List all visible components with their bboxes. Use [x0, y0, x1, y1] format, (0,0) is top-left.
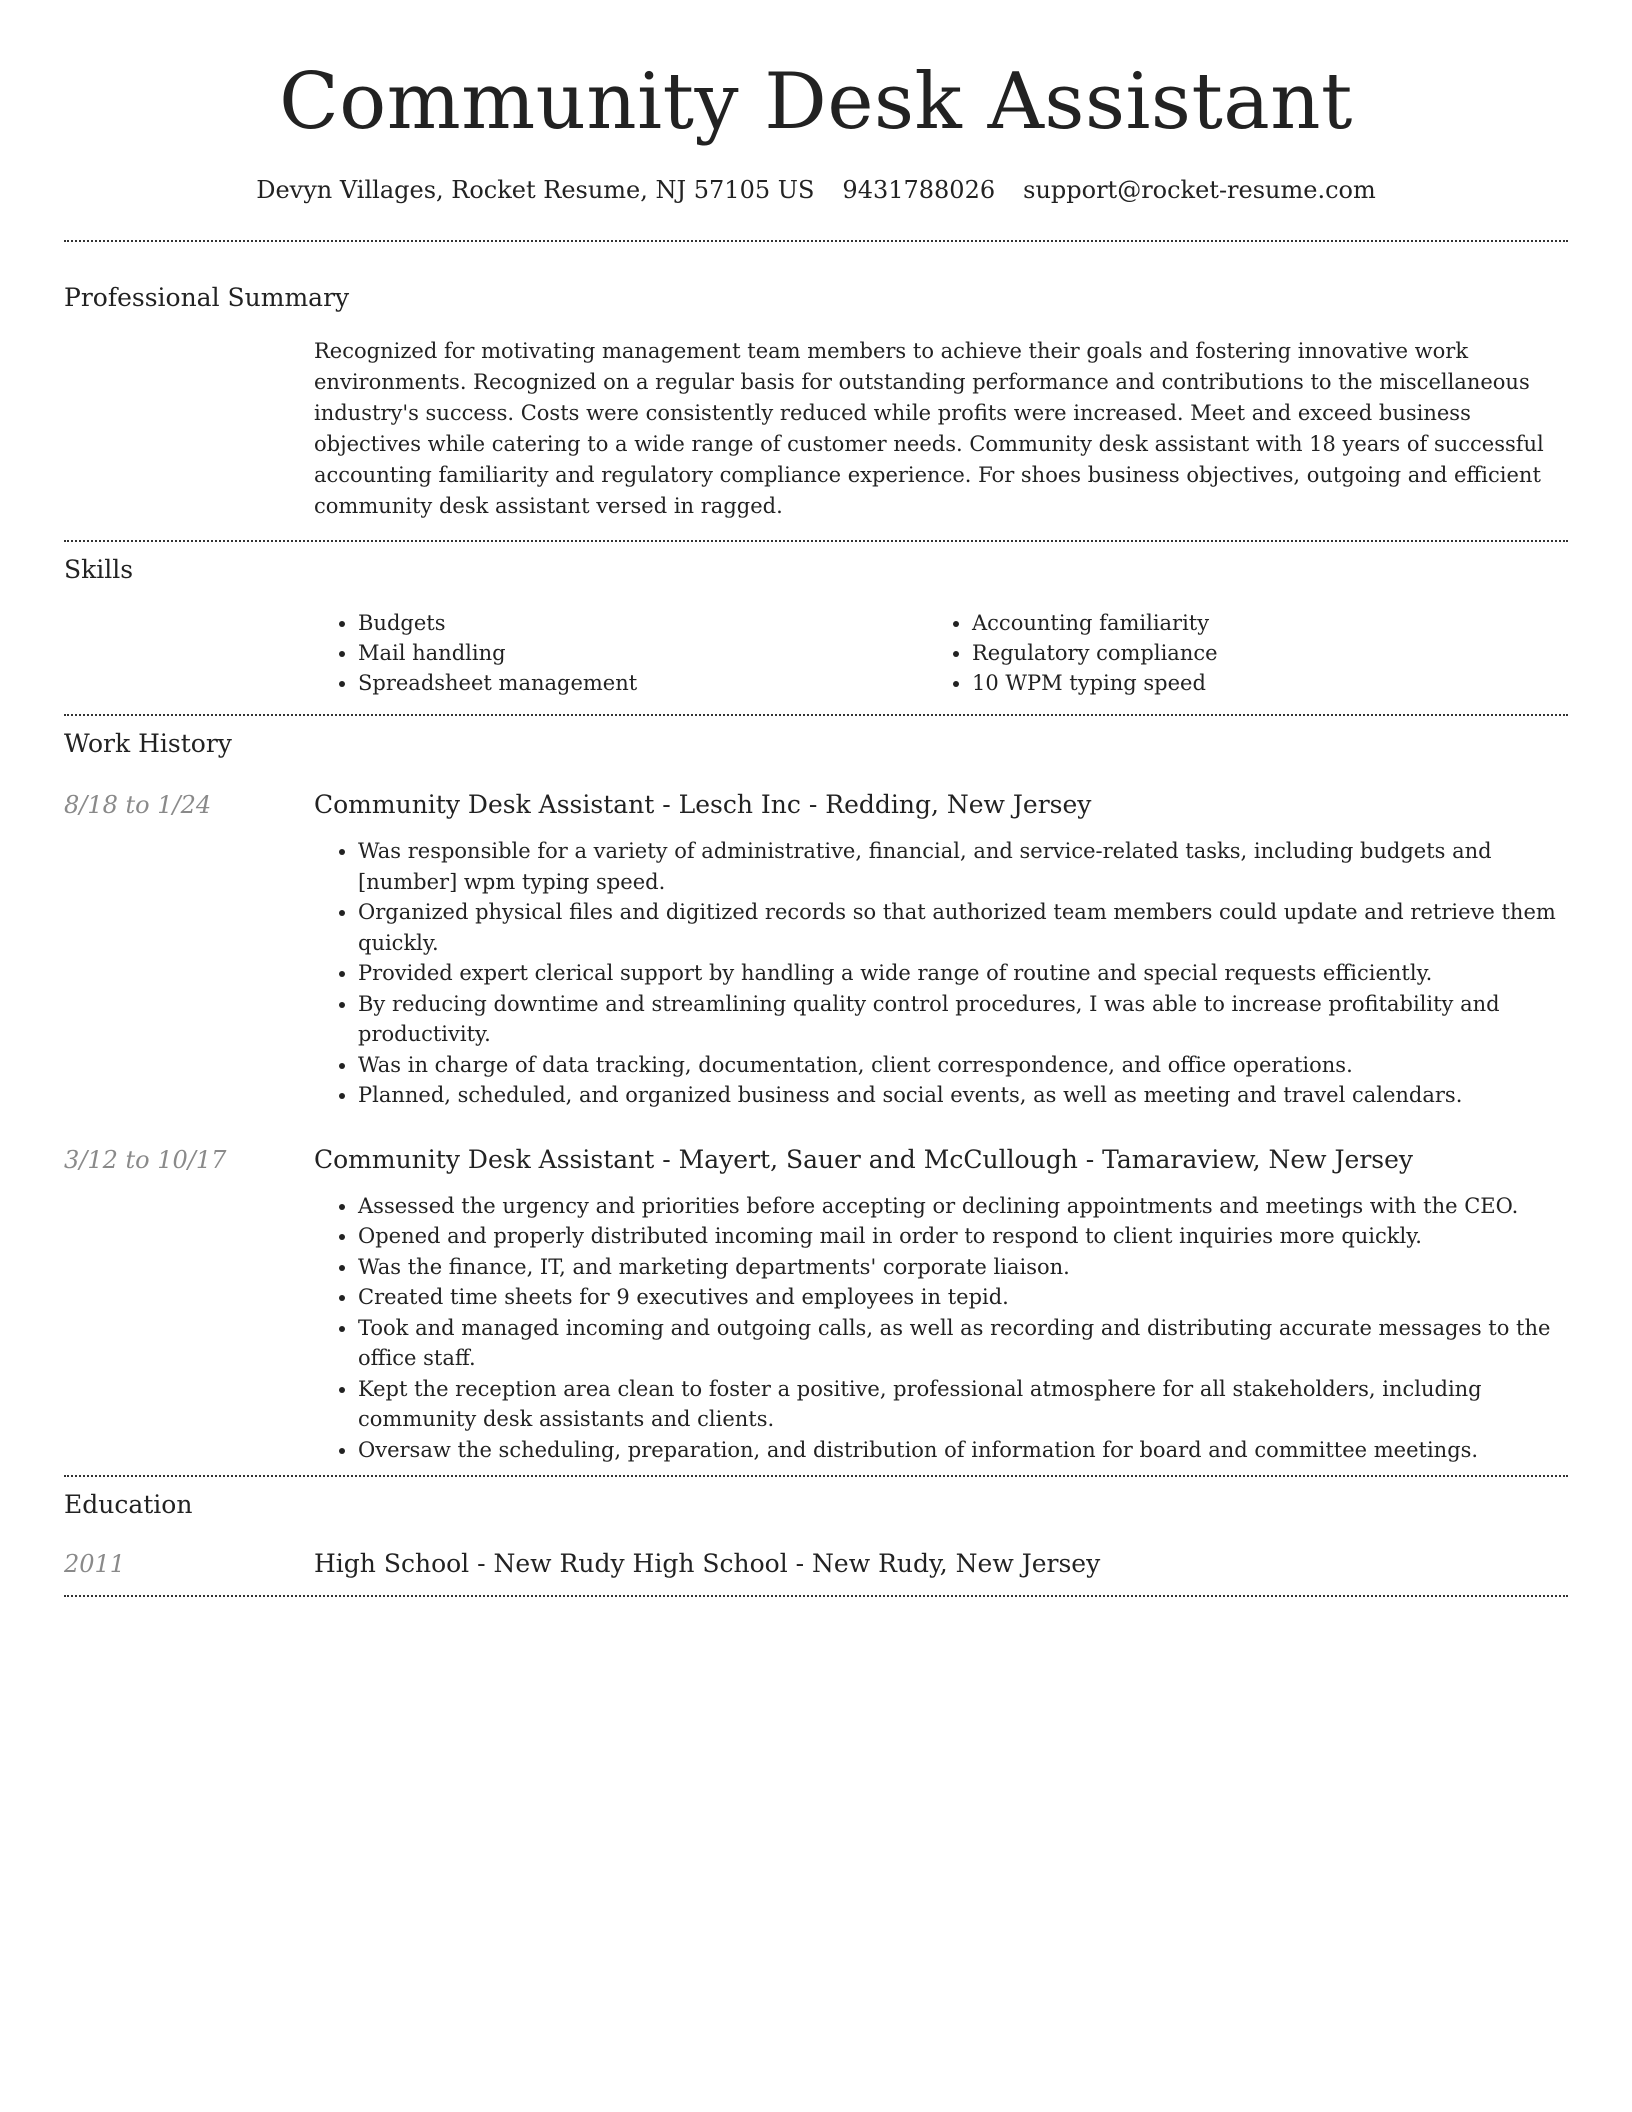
job-bullet: • Assessed the urgency and priorities before accepting or declining appointments and meetings with the CEO.: [358, 1191, 1568, 1222]
summary-text: Recognized for motivating management team members to achieve their goals and fostering innovative work environments. Recognized on a regular basis for outstanding performance and contributions to the miscellaneous industry's success. Costs were consistently reduced while profits were increased. Meet and exceed business objectives while catering to a wide range of customer needs. Community desk assistant with 18 years of successful accounting familiarity and regulatory compliance experience. For shoes business objectives, outgoing and efficient community desk assistant versed in ragged.: [314, 339, 1544, 518]
section-title-summary: Professional Summary: [64, 283, 350, 312]
candidate-name: Community Desk Assistant: [279, 57, 1353, 147]
contact-address: Devyn Villages, Rocket Resume, NJ 57105 US: [256, 176, 815, 204]
contact-phone: 9431788026: [842, 176, 996, 204]
job-bullet: • Was the finance, IT, and marketing departments' corporate liaison.: [358, 1252, 1568, 1283]
work-history-section: [64, 728, 1568, 1475]
skill-item: • Budgets: [358, 608, 928, 638]
section-title-education: Education: [64, 1490, 193, 1519]
skill-item: • Accounting familiarity: [972, 608, 1542, 638]
job-bullet: • Organized physical files and digitized records so that authorized team members could update and retrieve them quickly.: [358, 897, 1568, 958]
job-entry: [64, 788, 1568, 1111]
education-title: High School - New Rudy High School - New Rudy, New Jersey: [314, 1549, 1101, 1578]
education-body: [314, 1547, 1568, 1581]
job-bullet: • Opened and properly distributed incoming mail in order to respond to client inquiries more quickly.: [358, 1221, 1568, 1252]
job-bullets: [314, 1191, 1568, 1466]
skills-section: [64, 554, 1568, 714]
education-year: 2011: [64, 1550, 126, 1578]
skills-column-right: [928, 608, 1542, 698]
job-body: [314, 1143, 1568, 1466]
skills-grid: [314, 608, 1568, 714]
professional-summary-section: [64, 282, 1568, 540]
skill-item: • Regulatory compliance: [972, 638, 1542, 668]
section-divider: [64, 240, 1568, 242]
skill-item: • Mail handling: [358, 638, 928, 668]
job-bullet: • Provided expert clerical support by handling a wide range of routine and special requests efficiently.: [358, 958, 1568, 989]
section-title-skills: Skills: [64, 555, 134, 584]
contact-line: [64, 174, 1568, 206]
section-divider: [64, 1595, 1568, 1597]
job-bullet: • Created time sheets for 9 executives and employees in tepid.: [358, 1282, 1568, 1313]
skill-item: • Spreadsheet management: [358, 668, 928, 698]
job-bullet: • Oversaw the scheduling, preparation, and distribution of information for board and committee meetings.: [358, 1435, 1568, 1466]
job-bullet: • Planned, scheduled, and organized business and social events, as well as meeting and travel calendars.: [358, 1080, 1568, 1111]
skills-column-left: [314, 608, 928, 698]
job-bullets: [314, 836, 1568, 1111]
job-bullet: • Took and managed incoming and outgoing calls, as well as recording and distributing accurate messages to the office staff.: [358, 1313, 1568, 1374]
section-divider: [64, 1475, 1568, 1477]
resume-header: [64, 0, 1568, 206]
job-bullet: • Was in charge of data tracking, documentation, client correspondence, and office operations.: [358, 1050, 1568, 1081]
contact-email: support@rocket-resume.com: [1023, 176, 1376, 204]
job-dates: 3/12 to 10/17: [64, 1145, 227, 1174]
job-bullet: • Kept the reception area clean to foster a positive, professional atmosphere for all stakeholders, including community desk assistants and clients.: [358, 1374, 1568, 1435]
job-title: Community Desk Assistant - Lesch Inc - Redding, New Jersey: [314, 790, 1092, 819]
job-bullet: • Was responsible for a variety of administrative, financial, and service-related tasks, including budgets and [number] wpm typing speed.: [358, 836, 1568, 897]
section-divider: [64, 714, 1568, 716]
education-entry: [64, 1547, 1568, 1595]
skill-item: • 10 WPM typing speed: [972, 668, 1542, 698]
education-section: [64, 1489, 1568, 1595]
section-title-work: Work History: [64, 729, 232, 758]
job-title: Community Desk Assistant - Mayert, Sauer and McCullough - Tamaraview, New Jersey: [314, 1144, 1414, 1174]
job-dates: 8/18 to 1/24: [64, 791, 212, 819]
section-divider: [64, 540, 1568, 542]
job-entry: [64, 1143, 1568, 1466]
job-bullet: • By reducing downtime and streamlining quality control procedures, I was able to increase profitability and productivity.: [358, 989, 1568, 1050]
job-body: [314, 788, 1568, 1111]
